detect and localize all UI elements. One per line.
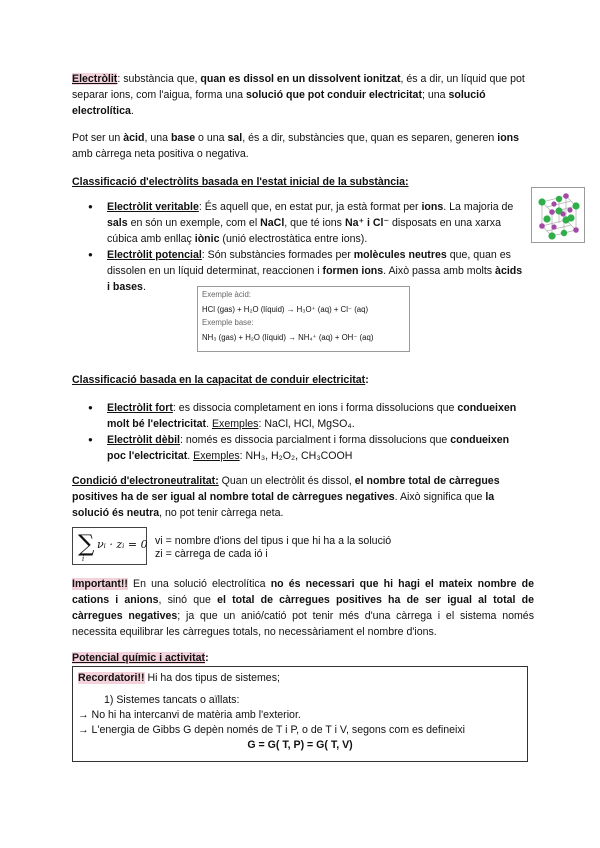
section2-heading [72, 372, 534, 388]
neutrality-bold: el nombre total de càrregues positives ha de ser igual al nombre total de càrregues negatives [72, 475, 500, 503]
intro-text: , és a dir, un líquid que pot separar ions, com l'aigua, forma una [72, 73, 525, 101]
section1-heading: Classificació d'electròlits basada en l'estat inicial de la substància: [72, 176, 409, 188]
examples-label: Exemples [193, 450, 240, 462]
list-item [88, 400, 528, 432]
heading-suffix: : [205, 652, 209, 664]
important-term: Important!! [72, 578, 128, 590]
important-text: ; ja que un anió/catió pot tenir més d'una càrrega i el sistema només necessita equilibrar les càrregues totals, no necessàriament el nombre d'ions. [72, 610, 535, 638]
intro-text: . [130, 105, 134, 117]
reminder-item: 1) Sistemes tancats o aïllats: [104, 694, 240, 706]
important-text: , sinó que [158, 594, 218, 606]
zi-definition: zi = càrrega de cada ió i [155, 548, 268, 560]
intro2-bold: àcid [123, 132, 145, 144]
equation-legend [155, 535, 391, 561]
item-text: : És aquell que, en estat pur, ja està format per [198, 201, 422, 213]
section3-heading-text: Potencial químic i activitat [72, 652, 206, 664]
intro-term: Electròlit [72, 73, 118, 85]
item-text: . [187, 450, 194, 462]
intro-bold: solució electrolítica [72, 89, 486, 117]
item-text: : només es dissocia parcialment i forma dissolucions que [180, 434, 451, 446]
intro2-bold: ions [497, 132, 520, 144]
section2-list [88, 400, 528, 464]
reminder-term: Recordatori!! [78, 672, 145, 684]
item-bold: sals [107, 217, 128, 229]
equation-expression: νᵢ · zᵢ = 0 [97, 538, 148, 551]
list-item [88, 199, 528, 247]
item-text: : es dissocia completament en ions i forma dissolucions que [172, 402, 458, 414]
neutrality-bold: la solució és neutra [72, 491, 495, 519]
item-text: . [142, 281, 146, 293]
neutrality-text: , no pot tenir càrrega neta. [159, 507, 284, 519]
intro2-text: Pot ser un [72, 132, 124, 144]
item-bold: molècules neutres [353, 249, 447, 261]
item-term: Electròlit veritable [107, 201, 199, 213]
item-bold: Na⁺ i Cl⁻ [344, 217, 390, 229]
intro-paragraph-2 [72, 130, 534, 162]
section1-list [88, 199, 528, 295]
crystal-lattice-icon [532, 188, 584, 242]
item-bold: condueixen molt bé l'electricitat [107, 402, 517, 430]
intro2-bold: sal [227, 132, 243, 144]
item-text: . [206, 418, 212, 430]
item-bold: NaCl [260, 217, 285, 229]
item-text: que, quan es dissolen en un líquid determinat, reaccionen i [107, 249, 511, 277]
item-term: Electròlit dèbil [107, 434, 180, 446]
section3-heading [72, 650, 534, 666]
item-term: Electròlit fort [107, 402, 173, 414]
electroneutrality-equation [72, 527, 147, 565]
acid-example-equation: HCl (gas) + H₂O (líquid) → H₃O⁺ (aq) + Cl⁻ (aq) [202, 304, 369, 314]
reminder-text: Hi ha dos tipus de sistemes; [144, 672, 280, 684]
item-text: en són un exemple, com el [127, 217, 261, 229]
intro-bold: quan es dissol en un dissolvent ionitzat [200, 73, 401, 85]
acid-base-example-box [197, 286, 410, 352]
intro-text: : substància que, [117, 73, 201, 85]
important-bold: el total de càrregues positives ha de ser igual al total de càrregues negatives [72, 594, 534, 622]
reminder-box [72, 666, 528, 762]
section2-heading-text: Classificació basada en la capacitat de conduir electricitat [72, 374, 366, 386]
reminder-line-2: → L'energia de Gibbs G depèn només de T i P, o de T i V, segons com es defineixi [78, 724, 465, 736]
intro2-text: o una [195, 132, 228, 144]
intro-text: ; una [421, 89, 449, 101]
intro2-text: amb càrrega neta positiva o negativa. [72, 148, 249, 160]
gibbs-formula: G = G( T, P) = G( T, V) [247, 739, 353, 751]
item-text: (unió electrostàtica entre ions). [219, 233, 368, 245]
reminder-line-1: → No hi ha intercanvi de matèria amb l'exterior. [78, 709, 301, 721]
item-text: : NaCl, HCl, MgSO₄. [258, 418, 355, 430]
intro2-text: , una [144, 132, 171, 144]
item-text: , que té ions [284, 217, 345, 229]
item-bold: àcids i bases [107, 265, 523, 293]
intro-paragraph [72, 71, 534, 119]
intro2-text: , és a dir, substàncies que, quan es separen, generen [242, 132, 498, 144]
examples-label: Exemples [211, 418, 259, 430]
item-text: . La majoria de [443, 201, 514, 213]
item-text: . Això passa amb molts [383, 265, 496, 277]
nacl-crystal-image [531, 187, 585, 243]
sigma-symbol: ∑ [78, 531, 95, 557]
important-bold: no és necessari que hi hagi el mateix nombre de cations i anions [72, 578, 534, 606]
item-bold: condueixen poc l'electricitat [107, 434, 510, 462]
item-bold: formen ions [322, 265, 384, 277]
neutrality-text: . Això significa que [394, 491, 486, 503]
reminder-title [78, 671, 522, 686]
sigma-subscript: i [82, 555, 85, 563]
base-example-equation: NH₃ (gas) + H₂O (líquid) → NH₄⁺ (aq) + OH⁻ (aq) [202, 332, 374, 342]
important-text: En una solució electrolítica [127, 578, 271, 590]
neutrality-text: Quan un electròlit és dissol, [218, 475, 355, 487]
neutrality-term: Condició d'electroneutralitat: [72, 475, 219, 487]
acid-example-label: Exemple àcid: [202, 290, 251, 299]
neutrality-paragraph [72, 473, 534, 521]
item-bold: ions [421, 201, 444, 213]
important-paragraph [72, 576, 534, 640]
item-bold: iònic [194, 233, 220, 245]
list-item [88, 432, 528, 464]
vi-definition: vi = nombre d'ions del tipus i que hi ha a la solució [155, 535, 392, 547]
heading-suffix: : [365, 374, 369, 386]
item-term: Electròlit potencial [107, 249, 202, 261]
base-example-label: Exemple base: [202, 318, 254, 327]
item-text: disposats en una xarxa cúbica amb enllaç [107, 217, 501, 245]
item-text: : NH₃, H₂O₂, CH₃COOH [239, 450, 353, 462]
intro-bold: solució que pot conduir electricitat [245, 89, 422, 101]
intro2-bold: base [170, 132, 196, 144]
item-text: : Són substàncies formades per [201, 249, 354, 261]
